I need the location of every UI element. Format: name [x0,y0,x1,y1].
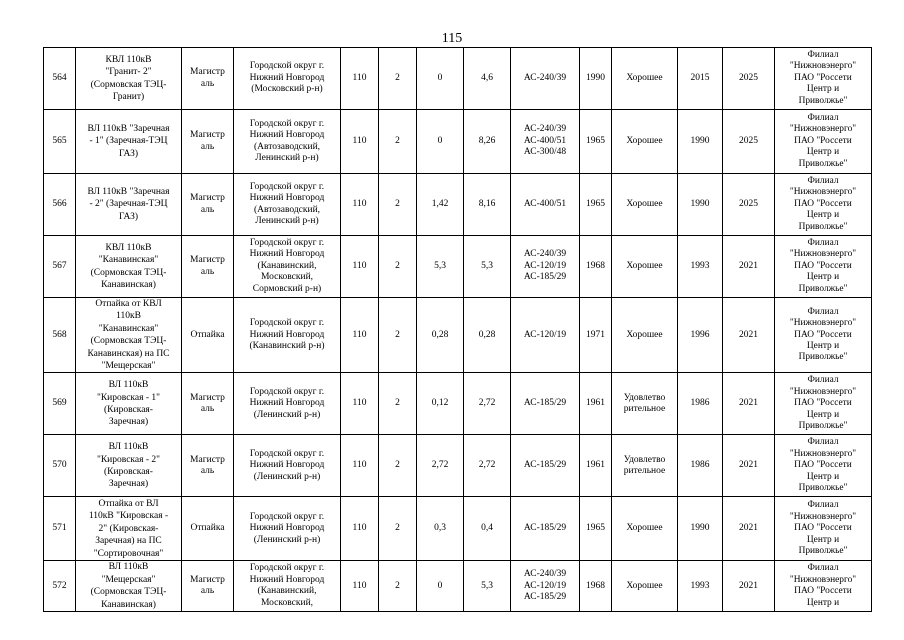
line-name-cell: КВЛ 110кВ "Канавинская" (Сормовская ТЭЦ- Канавинская) [76,236,182,298]
location-cell: Городской округ г. Нижний Новгород (Ленинский р-н) [234,373,341,435]
line-type-cell: Магистр аль [182,174,234,236]
location-cell: Городской округ г. Нижний Новгород (Ленинский р-н) [234,497,341,561]
location-cell: Городской округ г. Нижний Новгород (Канавинский р-н) [234,298,341,373]
table-row [44,174,872,236]
circuits-cell: 2 [379,373,417,435]
location-cell: Городской округ г. Нижний Новгород (Московский р-н) [234,48,341,110]
table-row [44,236,872,298]
line-name-cell: ВЛ 110кВ "Кировская - 2" (Кировская- Заречная) [76,435,182,497]
circuits-cell: 2 [379,174,417,236]
year-planned-cell: 2025 [723,48,775,110]
wire-brand-cell: АС-240/39 [511,48,580,110]
owner-cell: Филиал "Нижновэнерго" ПАО "Россети Центр и Приволжье" [775,497,872,561]
condition-cell: Удовлетво рительное [612,435,678,497]
circuits-cell: 2 [379,497,417,561]
line-name-cell: ВЛ 110кВ "Мещерская" (Сормовская ТЭЦ- Канавинская) [76,561,182,612]
length-a-cell: 0 [417,561,464,612]
year-reconstructed-cell: 1990 [678,174,723,236]
line-type-cell: Отпайка [182,497,234,561]
year-reconstructed-cell: 1993 [678,236,723,298]
line-name-cell: ВЛ 110кВ "Заречная - 1" (Заречная-ТЭЦ ГАЗ) [76,110,182,174]
voltage-cell: 110 [341,48,379,110]
wire-brand-cell: АС-185/29 [511,497,580,561]
length-b-cell: 0,4 [464,497,511,561]
wire-brand-cell: АС-185/29 [511,373,580,435]
voltage-cell: 110 [341,236,379,298]
line-name-cell: Отпайка от ВЛ 110кВ "Кировская - 2" (Кировская- Заречная) на ПС "Сортировочная" [76,497,182,561]
year-built-cell: 1971 [580,298,612,373]
table-row [44,298,872,373]
year-planned-cell: 2021 [723,298,775,373]
length-b-cell: 2,72 [464,373,511,435]
length-b-cell: 4,6 [464,48,511,110]
length-b-cell: 0,28 [464,298,511,373]
condition-cell: Хорошее [612,561,678,612]
row-number-cell: 572 [44,561,76,612]
length-b-cell: 2,72 [464,435,511,497]
line-type-cell: Магистр аль [182,236,234,298]
circuits-cell: 2 [379,561,417,612]
wire-brand-cell: АС-400/51 [511,174,580,236]
owner-cell: Филиал "Нижновэнерго" ПАО "Россети Центр и Приволжье" [775,373,872,435]
owner-cell: Филиал "Нижновэнерго" ПАО "Россети Центр и Приволжье" [775,174,872,236]
year-built-cell: 1968 [580,236,612,298]
length-a-cell: 0,3 [417,497,464,561]
year-planned-cell: 2025 [723,174,775,236]
condition-cell: Хорошее [612,174,678,236]
row-number-cell: 569 [44,373,76,435]
condition-cell: Хорошее [612,110,678,174]
year-built-cell: 1961 [580,373,612,435]
year-reconstructed-cell: 1996 [678,298,723,373]
wire-brand-cell: АС-120/19 [511,298,580,373]
line-type-cell: Магистр аль [182,110,234,174]
row-number-cell: 565 [44,110,76,174]
year-reconstructed-cell: 1993 [678,561,723,612]
line-name-cell: ВЛ 110кВ "Заречная - 2" (Заречная-ТЭЦ ГАЗ) [76,174,182,236]
table-row [44,110,872,174]
length-a-cell: 0,28 [417,298,464,373]
owner-cell: Филиал "Нижновэнерго" ПАО "Россети Центр и [775,561,872,612]
circuits-cell: 2 [379,298,417,373]
year-reconstructed-cell: 1986 [678,373,723,435]
length-a-cell: 0,12 [417,373,464,435]
circuits-cell: 2 [379,48,417,110]
location-cell: Городской округ г. Нижний Новгород (Канавинский, Московский, [234,561,341,612]
line-type-cell: Магистр аль [182,373,234,435]
voltage-cell: 110 [341,561,379,612]
condition-cell: Хорошее [612,48,678,110]
voltage-cell: 110 [341,298,379,373]
wire-brand-cell: АС-240/39 АС-400/51 АС-300/48 [511,110,580,174]
table-row [44,435,872,497]
year-built-cell: 1965 [580,110,612,174]
voltage-cell: 110 [341,373,379,435]
table-row [44,48,872,110]
length-a-cell: 5,3 [417,236,464,298]
row-number-cell: 571 [44,497,76,561]
year-planned-cell: 2021 [723,373,775,435]
row-number-cell: 570 [44,435,76,497]
table-row [44,497,872,561]
owner-cell: Филиал "Нижновэнерго" ПАО "Россети Центр и Приволжье" [775,236,872,298]
condition-cell: Хорошее [612,497,678,561]
line-name-cell: ВЛ 110кВ "Кировская - 1" (Кировская- Заречная) [76,373,182,435]
voltage-cell: 110 [341,110,379,174]
condition-cell: Хорошее [612,236,678,298]
line-type-cell: Магистр аль [182,435,234,497]
voltage-cell: 110 [341,435,379,497]
year-planned-cell: 2021 [723,236,775,298]
circuits-cell: 2 [379,435,417,497]
length-b-cell: 8,26 [464,110,511,174]
row-number-cell: 564 [44,48,76,110]
length-a-cell: 2,72 [417,435,464,497]
year-reconstructed-cell: 1990 [678,497,723,561]
wire-brand-cell: АС-240/39 АС-120/19 АС-185/29 [511,236,580,298]
line-name-cell: Отпайка от КВЛ 110кВ "Канавинская" (Сормовская ТЭЦ- Канавинская) на ПС "Мещерская" [76,298,182,373]
year-built-cell: 1965 [580,497,612,561]
line-name-cell: КВЛ 110кВ "Гранит- 2" (Сормовская ТЭЦ- Гранит) [76,48,182,110]
year-built-cell: 1961 [580,435,612,497]
circuits-cell: 2 [379,110,417,174]
table-row [44,561,872,612]
owner-cell: Филиал "Нижновэнерго" ПАО "Россети Центр и Приволжье" [775,435,872,497]
year-planned-cell: 2021 [723,561,775,612]
line-type-cell: Магистр аль [182,48,234,110]
voltage-cell: 110 [341,174,379,236]
owner-cell: Филиал "Нижновэнерго" ПАО "Россети Центр и Приволжье" [775,110,872,174]
table-row [44,373,872,435]
location-cell: Городской округ г. Нижний Новгород (Автозаводский, Ленинский р-н) [234,174,341,236]
year-reconstructed-cell: 2015 [678,48,723,110]
line-type-cell: Отпайка [182,298,234,373]
condition-cell: Хорошее [612,298,678,373]
length-a-cell: 0 [417,110,464,174]
table-body [44,48,872,612]
location-cell: Городской округ г. Нижний Новгород (Автозаводский, Ленинский р-н) [234,110,341,174]
row-number-cell: 566 [44,174,76,236]
year-planned-cell: 2021 [723,435,775,497]
circuits-cell: 2 [379,236,417,298]
line-type-cell: Магистр аль [182,561,234,612]
year-built-cell: 1990 [580,48,612,110]
power-lines-table [43,47,872,612]
year-planned-cell: 2021 [723,497,775,561]
location-cell: Городской округ г. Нижний Новгород (Канавинский, Московский, Сормовский р-н) [234,236,341,298]
page-number: 115 [441,31,463,46]
wire-brand-cell: АС-185/29 [511,435,580,497]
condition-cell: Удовлетво рительное [612,373,678,435]
length-b-cell: 5,3 [464,561,511,612]
length-b-cell: 5,3 [464,236,511,298]
year-built-cell: 1968 [580,561,612,612]
year-built-cell: 1965 [580,174,612,236]
row-number-cell: 568 [44,298,76,373]
year-planned-cell: 2025 [723,110,775,174]
length-a-cell: 0 [417,48,464,110]
owner-cell: Филиал "Нижновэнерго" ПАО "Россети Центр и Приволжье" [775,298,872,373]
voltage-cell: 110 [341,497,379,561]
row-number-cell: 567 [44,236,76,298]
owner-cell: Филиал "Нижновэнерго" ПАО "Россети Центр и Приволжье" [775,48,872,110]
wire-brand-cell: АС-240/39 АС-120/19 АС-185/29 [511,561,580,612]
year-reconstructed-cell: 1986 [678,435,723,497]
length-b-cell: 8,16 [464,174,511,236]
year-reconstructed-cell: 1990 [678,110,723,174]
length-a-cell: 1,42 [417,174,464,236]
location-cell: Городской округ г. Нижний Новгород (Ленинский р-н) [234,435,341,497]
